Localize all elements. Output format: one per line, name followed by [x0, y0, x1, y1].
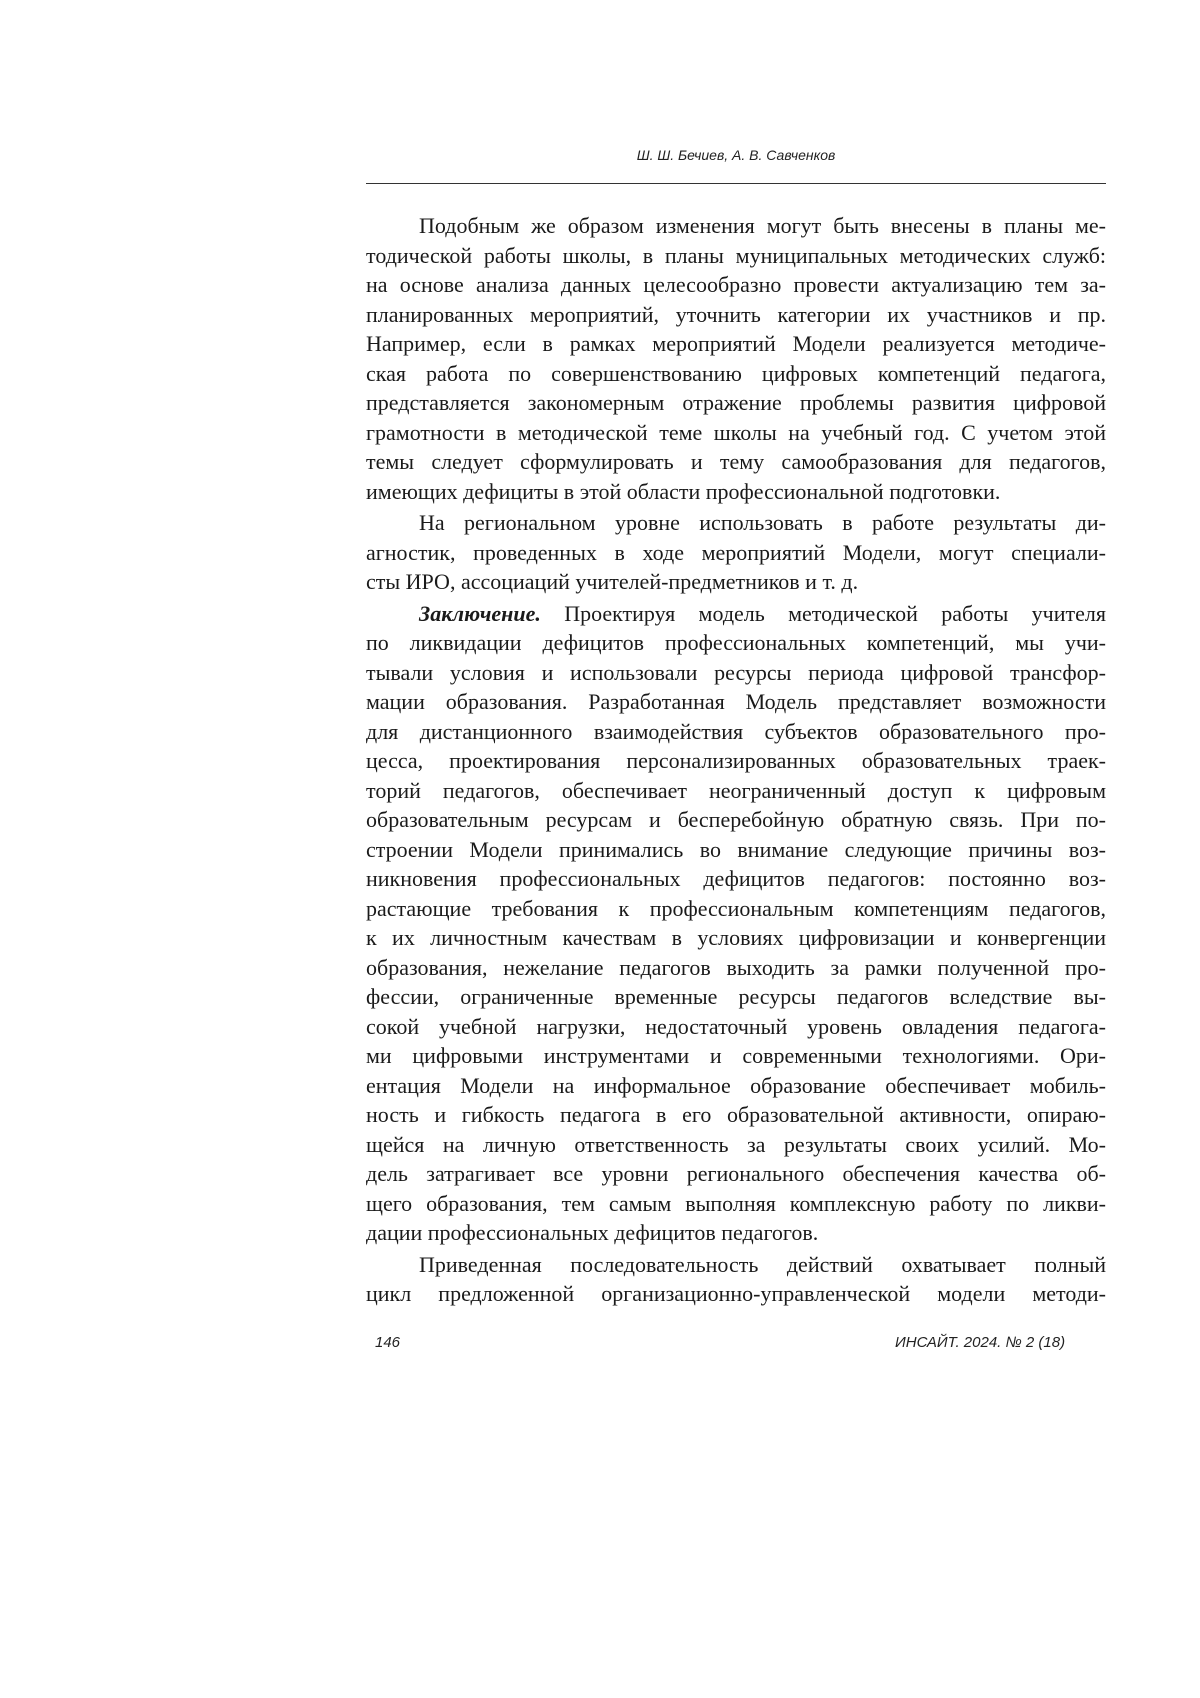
- paragraph-line: дель затрагивает все уровни регионального обеспечения качества об-: [366, 1161, 1106, 1186]
- paragraph-line: ность и гибкость педагога в его образовательной активности, опираю-: [366, 1102, 1106, 1127]
- paragraph-line: представляется закономерным отражение проблемы развития цифровой: [366, 390, 1106, 415]
- paragraph-line: по ликвидации дефицитов профессиональных компетенций, мы учи-: [366, 630, 1106, 655]
- section-lead-in: Заключение.: [419, 600, 541, 626]
- paragraph-line: щего образования, тем самым выполняя комплексную работу по ликви-: [366, 1190, 1106, 1216]
- paragraph-line: агностик, проведенных в ходе мероприятий Модели, могут специали-: [366, 539, 1106, 565]
- header-divider: [366, 183, 1106, 184]
- running-header-authors: Ш. Ш. Бечиев, А. В. Савченков: [636, 147, 836, 163]
- journal-citation: ИНСАЙТ. 2024. № 2 (18): [895, 1334, 1066, 1351]
- paragraph-line: ская работа по совершенствованию цифровых компетенций педагога,: [366, 360, 1106, 386]
- paragraph-line: на основе анализа данных целесообразно провести актуализацию тем за-: [366, 272, 1106, 297]
- paragraph-line: щейся на личную ответственность за результаты своих усилий. Мо-: [366, 1131, 1106, 1157]
- paragraph-line: планированных мероприятий, уточнить категории их участников и пр.: [366, 301, 1106, 327]
- article-body: [366, 211, 1106, 1309]
- paragraph-line: тодической работы школы, в планы муниципальных методических служб:: [366, 242, 1106, 268]
- paragraph-line: Приведенная последовательность действий охватывает полный: [419, 1251, 1106, 1277]
- paragraph-line: тывали условия и использовали ресурсы периода цифровой трансфор-: [366, 659, 1106, 685]
- paragraph-line: Например, если в рамках мероприятий Модели реализуется методиче-: [366, 331, 1106, 356]
- paragraph-line: [366, 599, 1106, 629]
- paragraph-line: строении Модели принимались во внимание следующие причины воз-: [366, 836, 1106, 862]
- paragraph-line: торий педагогов, обеспечивает неограниченный доступ к цифровым: [366, 777, 1106, 803]
- paragraph-line: мации образования. Разработанная Модель представляет возможности: [366, 689, 1106, 714]
- paragraph-text: Проектируя модель методической работы учителя: [540, 600, 1106, 626]
- paragraph-line: для дистанционного взаимодействия субъектов образовательного про-: [366, 718, 1106, 744]
- paragraph-line: растающие требования к профессиональным компетенциям педагогов,: [366, 895, 1106, 921]
- paragraph-line: дации профессиональных дефицитов педагогов.: [366, 1220, 819, 1245]
- paragraph-line: сты ИРО, ассоциаций учителей-предметников и т. д.: [366, 569, 859, 594]
- paragraph-line: ентация Модели на информальное образование обеспечивает мобиль-: [366, 1072, 1106, 1098]
- paragraph-line: образования, нежелание педагогов выходить за рамки полученной про-: [366, 954, 1106, 980]
- paragraph-line: имеющих дефициты в этой области профессиональной подготовки.: [366, 478, 1001, 504]
- paragraph-line: грамотности в методической теме школы на учебный год. С учетом этой: [366, 419, 1106, 445]
- paragraph-line: фессии, ограниченные временные ресурсы педагогов вследствие вы-: [366, 984, 1106, 1009]
- paragraph-line: Подобным же образом изменения могут быть внесены в планы ме-: [419, 213, 1106, 238]
- paragraph-line: ми цифровыми инструментами и современными технологиями. Ори-: [366, 1043, 1106, 1068]
- paragraph-line: темы следует сформулировать и тему самообразования для педагогов,: [366, 449, 1106, 474]
- paragraph-line: никновения профессиональных дефицитов педагогов: постоянно воз-: [366, 866, 1106, 891]
- paragraph-line: сокой учебной нагрузки, недостаточный уровень овладения педагога-: [366, 1013, 1106, 1039]
- paragraph-line: к их личностным качествам в условиях цифровизации и конвергенции: [366, 925, 1106, 950]
- paragraph-line: цикл предложенной организационно-управленческой модели методи-: [366, 1281, 1106, 1306]
- paragraph-line: цесса, проектирования персонализированных образовательных траек-: [366, 748, 1106, 773]
- paragraph-line: На региональном уровне использовать в работе результаты ди-: [419, 510, 1106, 535]
- paragraph-line: образовательным ресурсам и бесперебойную обратную связь. При по-: [366, 807, 1106, 832]
- page-number: 146: [375, 1334, 401, 1351]
